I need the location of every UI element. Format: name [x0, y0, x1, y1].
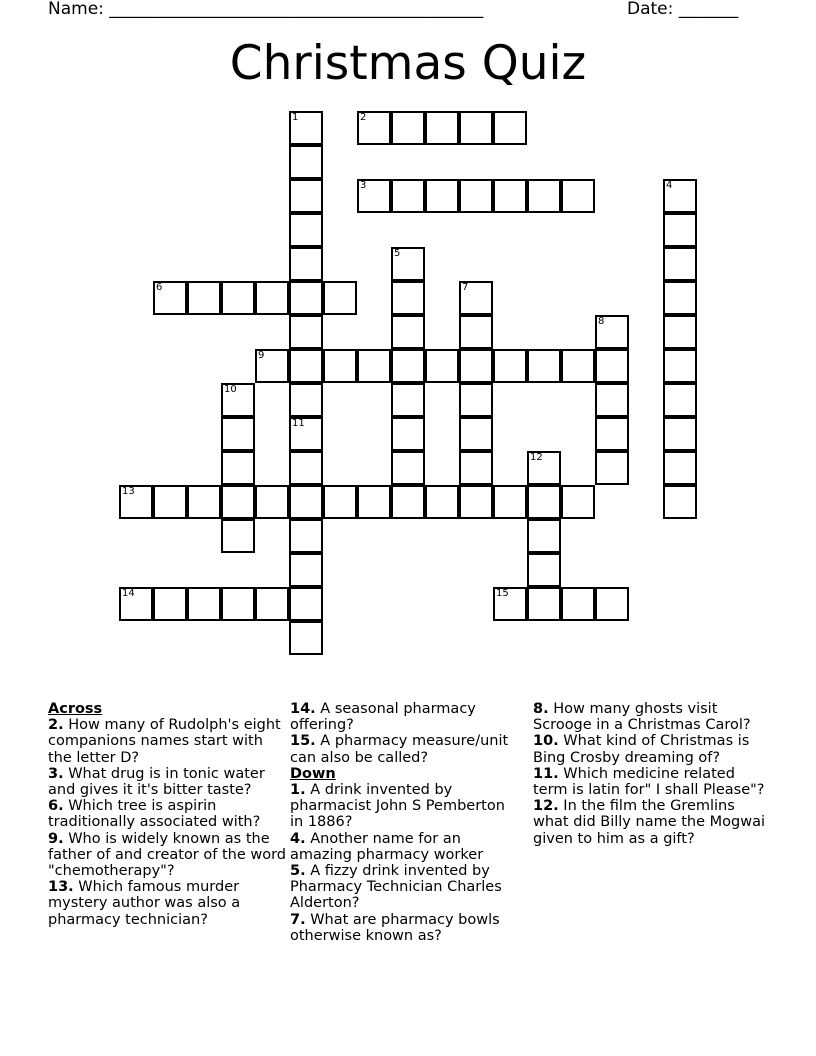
- grid-cell[interactable]: [459, 451, 493, 485]
- grid-cell[interactable]: [663, 247, 697, 281]
- grid-cell[interactable]: [663, 417, 697, 451]
- grid-cell[interactable]: [561, 485, 595, 519]
- grid-cell[interactable]: [425, 179, 459, 213]
- grid-cell[interactable]: [425, 349, 459, 383]
- down-heading: Down: [290, 765, 336, 782]
- grid-cell[interactable]: [289, 145, 323, 179]
- grid-cell[interactable]: [595, 587, 629, 621]
- grid-cell[interactable]: [527, 485, 561, 519]
- grid-cell[interactable]: [221, 417, 255, 451]
- grid-cell[interactable]: [323, 485, 357, 519]
- clue-number: 5: [394, 248, 401, 259]
- grid-cell[interactable]: [153, 281, 187, 315]
- grid-cell[interactable]: [459, 179, 493, 213]
- grid-cell[interactable]: [561, 587, 595, 621]
- grid-cell[interactable]: [595, 451, 629, 485]
- grid-cell[interactable]: [391, 247, 425, 281]
- grid-cell[interactable]: [391, 417, 425, 451]
- grid-cell[interactable]: [289, 247, 323, 281]
- grid-cell[interactable]: [391, 485, 425, 519]
- grid-cell[interactable]: [459, 111, 493, 145]
- clue-across-13: 13. Which famous murder mystery author was also a pharmacy technician?: [48, 879, 241, 928]
- grid-cell[interactable]: [289, 621, 323, 655]
- grid-cell[interactable]: [289, 281, 323, 315]
- grid-cell[interactable]: [391, 111, 425, 145]
- grid-cell[interactable]: [221, 485, 255, 519]
- clue-across-6: 6. Which tree is aspirin traditionally associated with?: [48, 798, 261, 831]
- clue-number: 15: [496, 588, 509, 599]
- grid-cell[interactable]: [289, 179, 323, 213]
- clue-down-4: 4. Another name for an amazing pharmacy worker: [290, 830, 484, 863]
- clue-number: 13: [122, 486, 135, 497]
- page-title: Christmas Quiz: [229, 36, 587, 91]
- clue-across-2: 2. How many of Rudolph's eight companions names start with the letter D?: [48, 717, 281, 766]
- clue-number: 8: [598, 316, 605, 327]
- grid-cell[interactable]: [663, 213, 697, 247]
- grid-cell[interactable]: [459, 417, 493, 451]
- name-field[interactable]: Name: ____________________________________________: [48, 0, 484, 19]
- grid-cell[interactable]: [289, 349, 323, 383]
- clue-across-3: 3. What drug is in tonic water and gives it it's bitter taste?: [48, 765, 265, 799]
- grid-cell[interactable]: [527, 553, 561, 587]
- across-heading: Across: [48, 701, 103, 717]
- grid-cell[interactable]: [255, 587, 289, 621]
- grid-cell[interactable]: [663, 179, 697, 213]
- grid-cell[interactable]: [391, 383, 425, 417]
- grid-cell[interactable]: [459, 281, 493, 315]
- grid-cell[interactable]: [357, 349, 391, 383]
- grid-cell[interactable]: [153, 587, 187, 621]
- grid-cell[interactable]: [595, 349, 629, 383]
- grid-cell[interactable]: [459, 315, 493, 349]
- grid-cell[interactable]: [119, 485, 153, 519]
- grid-cell[interactable]: [323, 349, 357, 383]
- clue-number: 2: [360, 112, 367, 123]
- grid-cell[interactable]: [561, 349, 595, 383]
- clue-number: 3: [360, 180, 367, 191]
- grid-cell[interactable]: [391, 349, 425, 383]
- grid-cell[interactable]: [323, 281, 357, 315]
- clue-across-15: 15. A pharmacy measure/unit can also be called?: [290, 733, 509, 766]
- grid-cell[interactable]: [221, 451, 255, 485]
- grid-cell[interactable]: [663, 383, 697, 417]
- grid-cell[interactable]: [289, 213, 323, 247]
- grid-cell[interactable]: [527, 451, 561, 485]
- grid-cell[interactable]: [493, 587, 527, 621]
- clues-column-1: [48, 701, 286, 928]
- grid-cell[interactable]: [663, 451, 697, 485]
- grid-cell[interactable]: [221, 383, 255, 417]
- grid-cell[interactable]: [289, 451, 323, 485]
- grid-cell[interactable]: [187, 281, 221, 315]
- grid-cell[interactable]: [289, 553, 323, 587]
- clue-down-7: 7. What are pharmacy bowls otherwise known as?: [290, 911, 500, 944]
- grid-cell[interactable]: [459, 383, 493, 417]
- grid-cell[interactable]: [493, 485, 527, 519]
- grid-cell[interactable]: [527, 519, 561, 553]
- grid-cell[interactable]: [391, 281, 425, 315]
- clue-number: 4: [666, 180, 673, 191]
- grid-cell[interactable]: [391, 179, 425, 213]
- grid-cell[interactable]: [425, 485, 459, 519]
- grid-cell[interactable]: [425, 111, 459, 145]
- grid-cell[interactable]: [391, 315, 425, 349]
- clue-number: 1: [292, 112, 299, 123]
- grid-cell[interactable]: [221, 281, 255, 315]
- grid-cell[interactable]: [595, 383, 629, 417]
- grid-cell[interactable]: [493, 349, 527, 383]
- grid-cell[interactable]: [289, 383, 323, 417]
- clue-down-12: 12. In the film the Gremlins what did Billy name the Mogwai given to him as a gift?: [533, 798, 765, 847]
- grid-cell[interactable]: [357, 179, 391, 213]
- grid-cell[interactable]: [357, 111, 391, 145]
- grid-cell[interactable]: [187, 485, 221, 519]
- grid-cell[interactable]: [459, 485, 493, 519]
- clue-number: 9: [258, 350, 265, 361]
- grid-cell[interactable]: [663, 315, 697, 349]
- grid-cell[interactable]: [289, 519, 323, 553]
- clue-across-14: 14. A seasonal pharmacy offering?: [290, 701, 476, 734]
- grid-cell[interactable]: [187, 587, 221, 621]
- grid-cell[interactable]: [663, 485, 697, 519]
- grid-cell[interactable]: [221, 519, 255, 553]
- clue-down-5: 5. A fizzy drink invented by Pharmacy Technician Charles Alderton?: [290, 863, 502, 912]
- grid-cell[interactable]: [493, 179, 527, 213]
- clue-number: 11: [292, 418, 305, 429]
- clue-down-1: 1. A drink invented by pharmacist John S Pemberton in 1886?: [290, 782, 505, 831]
- grid-cell[interactable]: [459, 349, 493, 383]
- grid-cell[interactable]: [289, 315, 323, 349]
- grid-cell[interactable]: [119, 587, 153, 621]
- grid-cell[interactable]: [255, 485, 289, 519]
- grid-cell[interactable]: [527, 349, 561, 383]
- grid-cell[interactable]: [527, 587, 561, 621]
- grid-cell[interactable]: [561, 179, 595, 213]
- clue-number: 12: [530, 452, 543, 463]
- clue-down-11: 11. Which medicine related term is latin for" I shall Please"?: [533, 765, 765, 799]
- clue-down-8: 8. How many ghosts visit Scrooge in a Christmas Carol?: [533, 701, 751, 734]
- clue-number: 10: [224, 384, 237, 395]
- date-field[interactable]: Date: _______: [627, 0, 739, 19]
- clue-across-9: 9. Who is widely known as the father of and creator of the word "chemotherapy"?: [48, 830, 287, 880]
- grid-cell[interactable]: [595, 417, 629, 451]
- grid-cell[interactable]: [663, 349, 697, 383]
- grid-cell[interactable]: [153, 485, 187, 519]
- clues-column-2: [290, 701, 522, 944]
- grid-cell[interactable]: [255, 281, 289, 315]
- clue-number: 7: [462, 282, 469, 293]
- grid-cell[interactable]: [289, 417, 323, 451]
- grid-cell[interactable]: [391, 451, 425, 485]
- grid-cell[interactable]: [289, 587, 323, 621]
- clue-down-10: 10. What kind of Christmas is Bing Crosby dreaming of?: [533, 733, 750, 766]
- grid-cell[interactable]: [255, 349, 289, 383]
- grid-cell[interactable]: [493, 111, 527, 145]
- clues-column-3: [533, 701, 773, 847]
- grid-cell[interactable]: [289, 485, 323, 519]
- clue-number: 14: [122, 588, 135, 599]
- grid-cell[interactable]: [289, 111, 323, 145]
- grid-cell[interactable]: [357, 485, 391, 519]
- grid-cell[interactable]: [663, 281, 697, 315]
- clue-number: 6: [156, 282, 163, 293]
- grid-cell[interactable]: [595, 315, 629, 349]
- grid-cell[interactable]: [221, 587, 255, 621]
- grid-cell[interactable]: [527, 179, 561, 213]
